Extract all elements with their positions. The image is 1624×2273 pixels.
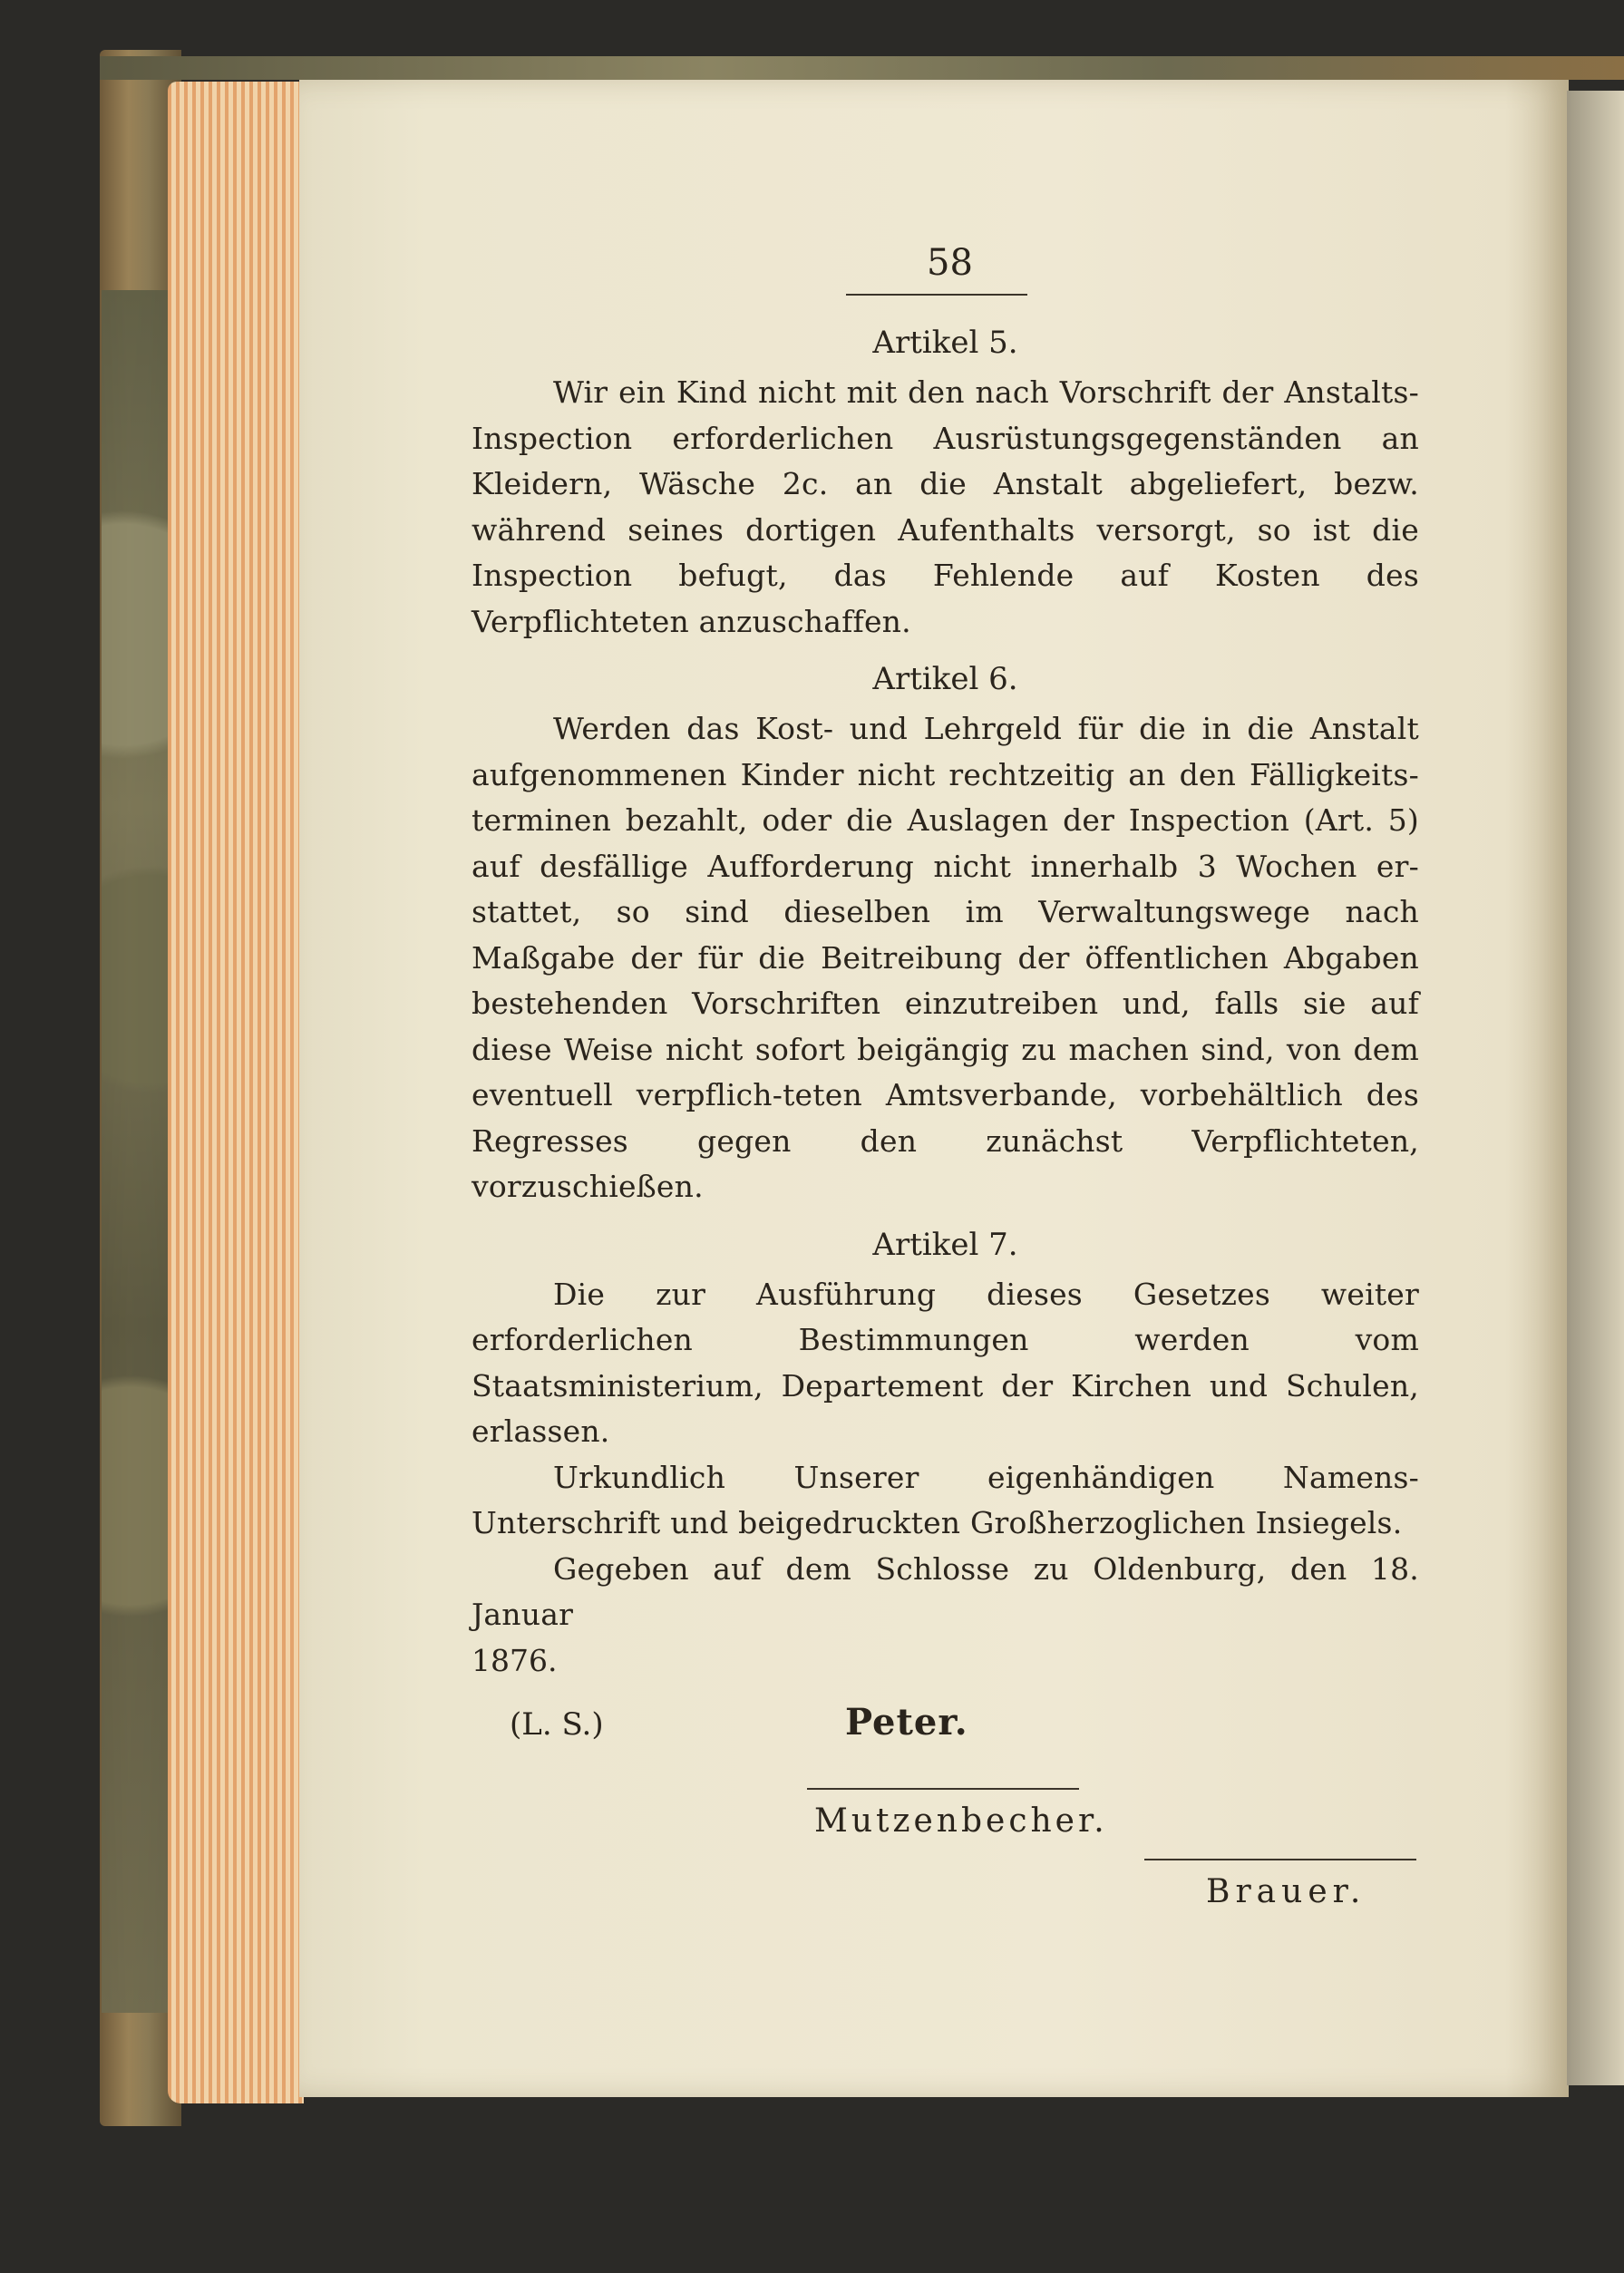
cover-top-strip (100, 56, 1624, 80)
year-text: 1876. (472, 1642, 558, 1678)
article-7-text: Die zur Ausführung dieses Gesetzes weiter erforderlichen Bestimmungen werden vom Staatsministerium, Departement der Kirchen und Schulen, erlassen. (472, 1276, 1419, 1449)
page-number-rule (846, 294, 1027, 296)
article-6-text: Werden das Kost- und Lehrgeld für die in die Anstalt aufgenommenen Kinder nicht rechtzeitig an den Fälligkeits-terminen bezahlt, oder die Auslagen der Inspection (Art. 5) auf desfällige Aufforderung nicht innerhalb 3 Wochen er-stattet, so sind dieselben im Verwaltungswege nach Maßgabe der für die Beitreibung der öffentlichen Abgaben bestehenden Vorschriften einzutreiben und, falls sie auf diese Weise nicht sofort beigängig zu machen sind, von dem eventuell verpflich-teten Amtsverbande, vorbehältlich des Regresses gegen den zunächst Verpflichteten, vorzuschießen. (472, 711, 1419, 1204)
article-6-heading: Artikel 6. (872, 661, 1018, 697)
page-content (472, 238, 1419, 1916)
ruler-signature: Peter. (845, 1701, 968, 1744)
minister-signature-1: Mutzenbecher. (814, 1802, 1108, 1840)
attestation-text: Urkundlich Unserer eigenhändigen Namens-Unterschrift und beigedruckten Großherzoglichen Insiegels. (472, 1459, 1419, 1540)
facing-page-edge (1567, 91, 1624, 2085)
signature-row (472, 1700, 1419, 1748)
minister-signature-2: Brauer. (1206, 1873, 1366, 1910)
article-5-heading: Artikel 5. (872, 325, 1018, 361)
signature-rule-2 (1144, 1859, 1416, 1860)
signature-rule-1 (807, 1788, 1079, 1790)
seal-mark: (L. S.) (510, 1706, 604, 1743)
page-number: 58 (927, 242, 973, 284)
given-at-text: Gegeben auf dem Schlosse zu Oldenburg, den 18. Januar (472, 1550, 1419, 1632)
article-5-text: Wir ein Kind nicht mit den nach Vorschrift der Anstalts-Inspection erforderlichen Ausrüstungsgegenständen an Kleidern, Wäsche 2c. an die Anstalt abgeliefert, bezw. während seines dortigen Aufenthalts versorgt, so ist die Inspection befugt, das Fehlende auf Kosten des Verpflichteten anzuschaffen. (472, 374, 1419, 639)
page-edges (168, 82, 304, 2103)
article-7-heading: Artikel 7. (872, 1226, 1018, 1263)
marbled-cover (102, 290, 172, 2013)
